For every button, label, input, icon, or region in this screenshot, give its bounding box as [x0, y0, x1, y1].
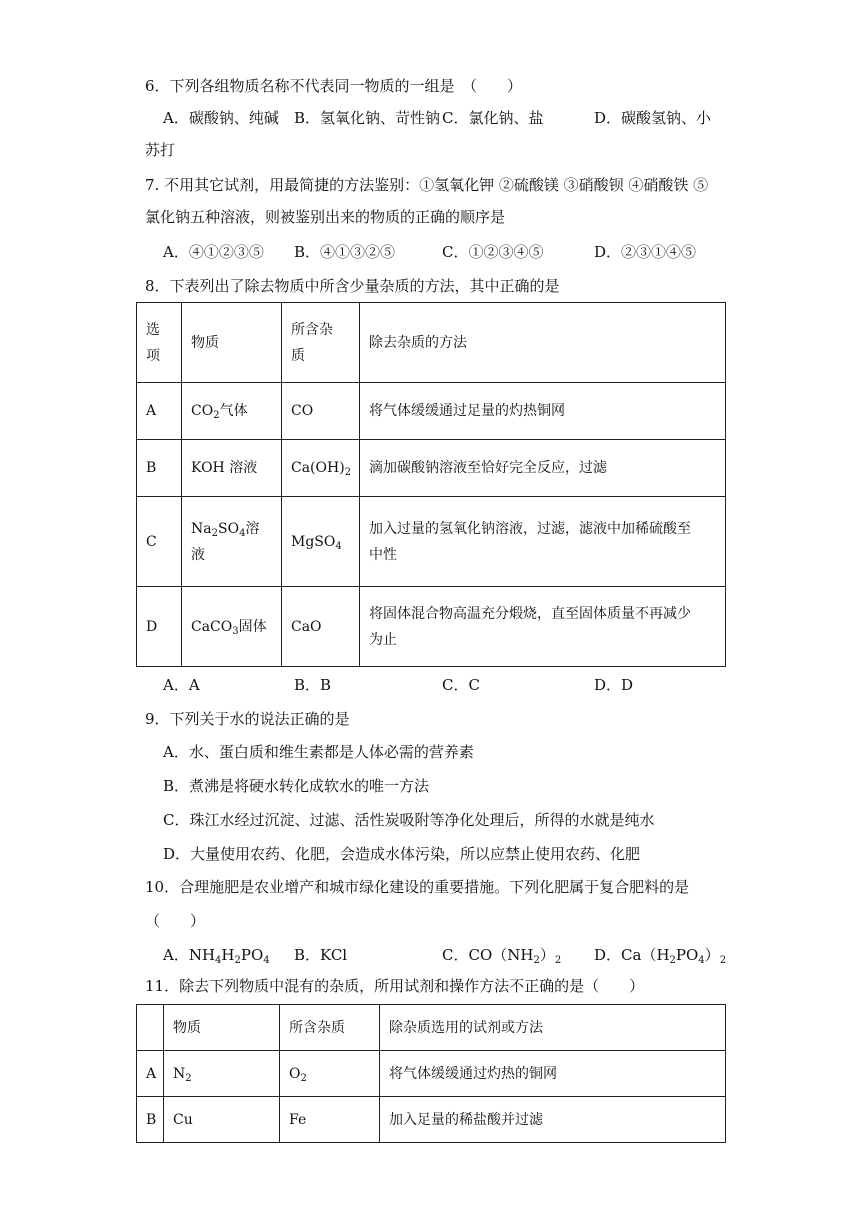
table-row: [137, 587, 726, 667]
q8-header-substance: 物质: [182, 303, 282, 383]
q11-header-method: 除杂质选用的试剂或方法: [380, 1005, 726, 1051]
q7-stem-line2: 氯化钠五种溶液，则被鉴别出来的物质的正确的顺序是: [145, 208, 506, 226]
q7-option-a: A．④①②③⑤: [163, 243, 264, 261]
q8-row-c-impurity: MgSO$_4$: [282, 497, 360, 587]
q8-row-c-method: 加入过量的氢氧化钠溶液，过滤，滤液中加稀硫酸至 中性: [360, 497, 726, 587]
q8-row-b-option: B: [137, 440, 182, 497]
q8-row-c-substance: $Na_2SO_4$溶 液: [182, 497, 282, 587]
q6-option-a: A．碳酸钠、纯碱: [163, 109, 279, 127]
table-row: [137, 1051, 726, 1097]
table-row: [137, 497, 726, 587]
q8-row-a-option: A: [137, 383, 182, 440]
q8-row-d-impurity: CaO: [282, 587, 360, 667]
q11-row-a-substance: $N_2$: [164, 1051, 280, 1097]
q8-option-d: D．D: [594, 676, 634, 694]
q6-option-c: C．氯化钠、盐: [442, 109, 544, 127]
q8-row-b-impurity: $Ca(OH)_2$: [282, 440, 360, 497]
q8-row-b-substance: KOH 溶液: [182, 440, 282, 497]
q8-row-a-substance: $CO_2$气体: [182, 383, 282, 440]
q11-header-option: [137, 1005, 164, 1051]
q10-option-c: C．$CO(NH_2)_2$: [442, 946, 562, 966]
q9-option-d: D．大量使用农药、化肥，会造成水体污染，所以应禁止使用农药、化肥: [163, 845, 641, 863]
q11-row-a-impurity: $O_2$: [280, 1051, 380, 1097]
q9-option-c: C．珠江水经过沉淀、过滤、活性炭吸附等净化处理后，所得的水就是纯水: [163, 811, 655, 829]
q8-header-option: 选 项: [137, 303, 182, 383]
q8-option-a: A．A: [163, 676, 200, 694]
q11-row-b-method: 加入足量的稀盐酸并过滤: [380, 1097, 726, 1143]
q8-row-d-option: D: [137, 587, 182, 667]
q8-row-d-substance: CaCO$_3$固体: [182, 587, 282, 667]
q9-option-b: B．煮沸是将硬水转化成软水的唯一方法: [163, 777, 430, 795]
q8-row-d-method: 将固体混合物高温充分煅烧，直至固体质量不再减少 为止: [360, 587, 726, 667]
q6-stem: 6．下列各组物质名称不代表同一物质的一组是 （ ）: [145, 77, 523, 95]
q11-row-b-impurity: Fe: [280, 1097, 380, 1143]
q8-header-row: [137, 303, 726, 383]
q7-stem-line1: 7. 不用其它试剂，用最简捷的方法鉴别：①氢氧化钾 ②硫酸镁 ③硝酸钡 ④硝酸铁 ⑤: [145, 176, 709, 194]
q7-option-b: B．④①③②⑤: [294, 243, 396, 261]
q11-header-substance: 物质: [164, 1005, 280, 1051]
q10-stem: 10．合理施肥是农业增产和城市绿化建设的重要措施。下列化肥属于复合肥料的是: [145, 878, 690, 896]
q11-row-a-option: A: [137, 1051, 164, 1097]
table-row: [137, 1097, 726, 1143]
q10-option-b: B．KCl: [294, 946, 348, 964]
q8-stem: 8．下表列出了除去物质中所含少量杂质的方法，其中正确的是: [145, 277, 560, 295]
q9-stem: 9．下列关于水的说法正确的是: [145, 710, 350, 728]
q6-option-d: D．碳酸氢钠、小: [594, 109, 712, 127]
q8-option-c: C．C: [442, 676, 480, 694]
q8-row-a-impurity: CO: [282, 383, 360, 440]
q8-row-a-method: 将气体缓缓通过足量的灼热铜网: [360, 383, 726, 440]
q11-header-row: [137, 1005, 726, 1051]
q11-table: [136, 1004, 726, 1143]
q11-row-b-option: B: [137, 1097, 164, 1143]
q11-header-impurity: 所含杂质: [280, 1005, 380, 1051]
q8-header-method: 除去杂质的方法: [360, 303, 726, 383]
q7-option-c: C．①②③④⑤: [442, 243, 544, 261]
q11-row-b-substance: Cu: [164, 1097, 280, 1143]
q10-answer-paren: （ ）: [145, 912, 206, 930]
table-row: [137, 383, 726, 440]
q8-table: [136, 302, 726, 667]
table-row: [137, 440, 726, 497]
q7-option-d: D．②③①④⑤: [594, 243, 697, 261]
q9-option-a: A．水、蛋白质和维生素都是人体必需的营养素: [163, 743, 474, 761]
q10-option-a: A．$NH_4H_2PO_4$: [163, 946, 270, 966]
q8-row-b-method: 滴加碳酸钠溶液至恰好完全反应，过滤: [360, 440, 726, 497]
q11-stem: 11．除去下列物质中混有的杂质，所用试剂和操作方法不正确的是（ ）: [145, 977, 645, 995]
q8-row-c-option: C: [137, 497, 182, 587]
q11-row-a-method: 将气体缓缓通过灼热的铜网: [380, 1051, 726, 1097]
q10-option-d: D．$Ca(H_2PO_4)_2$: [594, 946, 727, 966]
q6-option-d-continued: 苏打: [145, 141, 176, 159]
q6-option-b: B．氢氧化钠、苛性钠: [294, 109, 441, 127]
q8-header-impurity: 所含杂 质: [282, 303, 360, 383]
q8-option-b: B．B: [294, 676, 332, 694]
